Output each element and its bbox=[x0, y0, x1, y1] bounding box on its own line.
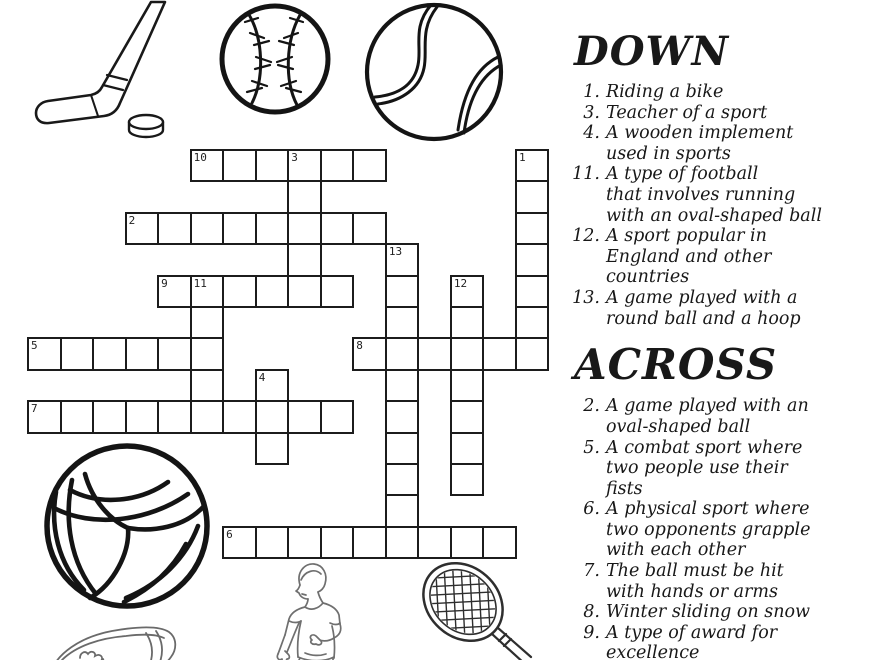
cell-number: 8 bbox=[356, 339, 363, 353]
grid-cell[interactable] bbox=[222, 149, 257, 182]
grid-cell[interactable] bbox=[190, 369, 225, 402]
cell-number: 13 bbox=[388, 245, 403, 259]
down-clues-list bbox=[572, 82, 878, 329]
grid-cell[interactable] bbox=[27, 400, 62, 433]
clue-number: 4. bbox=[583, 123, 600, 144]
clue-item bbox=[572, 499, 878, 561]
grid-cell[interactable] bbox=[450, 432, 485, 465]
clue-text: Riding a bike bbox=[606, 82, 724, 102]
grid-cell[interactable] bbox=[287, 275, 322, 308]
clue-text: A game played with an oval-shaped ball bbox=[606, 396, 809, 437]
clue-item bbox=[572, 396, 878, 437]
grid-cell[interactable] bbox=[255, 400, 290, 433]
clue-number: 6. bbox=[583, 499, 600, 520]
across-heading: ACROSS bbox=[574, 340, 778, 390]
grid-cell[interactable] bbox=[255, 212, 290, 245]
grid-cell[interactable] bbox=[515, 337, 550, 370]
grid-cell[interactable] bbox=[287, 212, 322, 245]
grid-cell[interactable] bbox=[287, 400, 322, 433]
grid-cell[interactable] bbox=[287, 243, 322, 276]
grid-cell[interactable] bbox=[352, 149, 387, 182]
grid-cell[interactable] bbox=[125, 337, 160, 370]
grid-cell[interactable] bbox=[157, 337, 192, 370]
grid-cell[interactable] bbox=[320, 275, 355, 308]
grid-cell[interactable] bbox=[515, 275, 550, 308]
grid-cell[interactable] bbox=[287, 149, 322, 182]
grid-cell[interactable] bbox=[320, 149, 355, 182]
grid-cell[interactable] bbox=[190, 400, 225, 433]
grid-cell[interactable] bbox=[320, 212, 355, 245]
grid-cell[interactable] bbox=[515, 180, 550, 213]
grid-cell[interactable] bbox=[222, 275, 257, 308]
grid-cell[interactable] bbox=[125, 212, 160, 245]
grid-cell[interactable] bbox=[287, 180, 322, 213]
grid-cell[interactable] bbox=[222, 526, 257, 559]
grid-cell[interactable] bbox=[385, 400, 420, 433]
grid-cell[interactable] bbox=[222, 400, 257, 433]
grid-cell[interactable] bbox=[482, 526, 517, 559]
clue-text: A game played with a round ball and a hoop bbox=[606, 287, 801, 329]
grid-cell[interactable] bbox=[385, 275, 420, 308]
grid-cell[interactable] bbox=[190, 337, 225, 370]
cell-number: 7 bbox=[31, 402, 38, 416]
grid-cell[interactable] bbox=[385, 306, 420, 339]
grid-cell[interactable] bbox=[450, 400, 485, 433]
clue-number: 5. bbox=[583, 437, 600, 458]
clue-item bbox=[572, 103, 878, 124]
cell-number: 1 bbox=[518, 151, 526, 164]
grid-cell[interactable] bbox=[92, 337, 127, 370]
grid-cell[interactable] bbox=[450, 306, 485, 339]
grid-cell[interactable] bbox=[385, 243, 420, 276]
cell-number: 12 bbox=[453, 276, 468, 290]
clue-number: 9. bbox=[583, 622, 600, 643]
grid-cell[interactable] bbox=[255, 432, 290, 465]
grid-cell[interactable] bbox=[385, 432, 420, 465]
grid-cell[interactable] bbox=[320, 400, 355, 433]
clue-item bbox=[572, 123, 878, 164]
grid-cell[interactable] bbox=[255, 526, 290, 559]
grid-cell[interactable] bbox=[482, 337, 517, 370]
grid-cell[interactable] bbox=[157, 400, 192, 433]
clue-text: A wooden implement used in sports bbox=[606, 123, 794, 164]
clue-item bbox=[572, 164, 878, 226]
clue-item bbox=[572, 226, 878, 288]
clue-text: Teacher of a sport bbox=[606, 102, 768, 123]
clue-text: A physical sport where two opponents grapple with each other bbox=[606, 499, 811, 561]
grid-cell[interactable] bbox=[222, 212, 257, 245]
clue-number: 8. bbox=[583, 602, 600, 623]
grid-cell[interactable] bbox=[255, 369, 290, 402]
clue-number: 1. bbox=[583, 82, 600, 102]
clue-item bbox=[572, 561, 878, 602]
grid-cell[interactable] bbox=[515, 243, 550, 276]
grid-cell[interactable] bbox=[352, 526, 387, 559]
clue-number: 11. bbox=[572, 164, 600, 185]
grid-cell[interactable] bbox=[27, 337, 62, 370]
grid-cell[interactable] bbox=[450, 369, 485, 402]
grid-cell[interactable] bbox=[417, 526, 452, 559]
grid-cell[interactable] bbox=[157, 275, 192, 308]
grid-cell[interactable] bbox=[352, 212, 387, 245]
clue-item bbox=[572, 623, 878, 660]
grid-cell[interactable] bbox=[417, 337, 452, 370]
grid-cell[interactable] bbox=[190, 275, 225, 308]
grid-cell[interactable] bbox=[450, 337, 485, 370]
grid-cell[interactable] bbox=[320, 526, 355, 559]
cell-number: 4 bbox=[258, 370, 266, 384]
grid-cell[interactable] bbox=[287, 526, 322, 559]
across-clues-list bbox=[572, 396, 878, 660]
clue-number: 13. bbox=[572, 287, 600, 308]
cell-number: 11 bbox=[193, 276, 207, 290]
grid-cell[interactable] bbox=[190, 149, 225, 182]
clue-text: A type of football that involves running with an oval-shaped ball bbox=[606, 164, 822, 226]
grid-cell[interactable] bbox=[157, 212, 192, 245]
grid-cell[interactable] bbox=[385, 526, 420, 559]
grid-cell[interactable] bbox=[352, 337, 387, 370]
grid-cell[interactable] bbox=[450, 526, 485, 559]
clue-text: Winter sliding on snow bbox=[606, 602, 811, 623]
grid-cell[interactable] bbox=[125, 400, 160, 433]
grid-cell[interactable] bbox=[385, 494, 420, 527]
cell-number: 6 bbox=[226, 527, 233, 541]
clue-item bbox=[572, 288, 878, 329]
cell-number: 3 bbox=[291, 151, 298, 164]
grid-cell[interactable] bbox=[255, 149, 290, 182]
clue-number: 3. bbox=[583, 102, 600, 123]
grid-cell[interactable] bbox=[515, 149, 550, 182]
grid-cell[interactable] bbox=[385, 337, 420, 370]
cell-number: 9 bbox=[161, 276, 168, 290]
clue-number: 2. bbox=[583, 396, 600, 417]
clue-item bbox=[572, 82, 878, 103]
grid-cell[interactable] bbox=[450, 275, 485, 308]
grid-cell[interactable] bbox=[255, 275, 290, 308]
clue-text: A type of award for excellence bbox=[606, 622, 778, 660]
cell-number: 5 bbox=[31, 339, 38, 353]
grid-cell[interactable] bbox=[515, 212, 550, 245]
cell-number: 10 bbox=[193, 151, 207, 164]
grid-cell[interactable] bbox=[92, 400, 127, 433]
clue-item bbox=[572, 602, 878, 623]
clue-number: 7. bbox=[583, 561, 600, 582]
grid-cell[interactable] bbox=[385, 463, 420, 496]
grid-cell[interactable] bbox=[450, 463, 485, 496]
grid-cell[interactable] bbox=[515, 306, 550, 339]
clue-item bbox=[572, 438, 878, 500]
clue-number: 12. bbox=[572, 226, 600, 247]
cell-number: 2 bbox=[128, 213, 136, 227]
down-heading: DOWN bbox=[574, 28, 730, 75]
grid-cell[interactable] bbox=[60, 400, 95, 433]
clue-text: The ball must be hit with hands or arms bbox=[606, 561, 784, 602]
clue-text: A combat sport where two people use their fists bbox=[606, 437, 803, 499]
grid-cell[interactable] bbox=[190, 306, 225, 339]
grid-cell[interactable] bbox=[385, 369, 420, 402]
grid-cell[interactable] bbox=[190, 212, 225, 245]
clues-panel bbox=[566, 0, 878, 660]
grid-cell[interactable] bbox=[60, 337, 95, 370]
clue-text: A sport popular in England and other countries bbox=[606, 226, 772, 288]
